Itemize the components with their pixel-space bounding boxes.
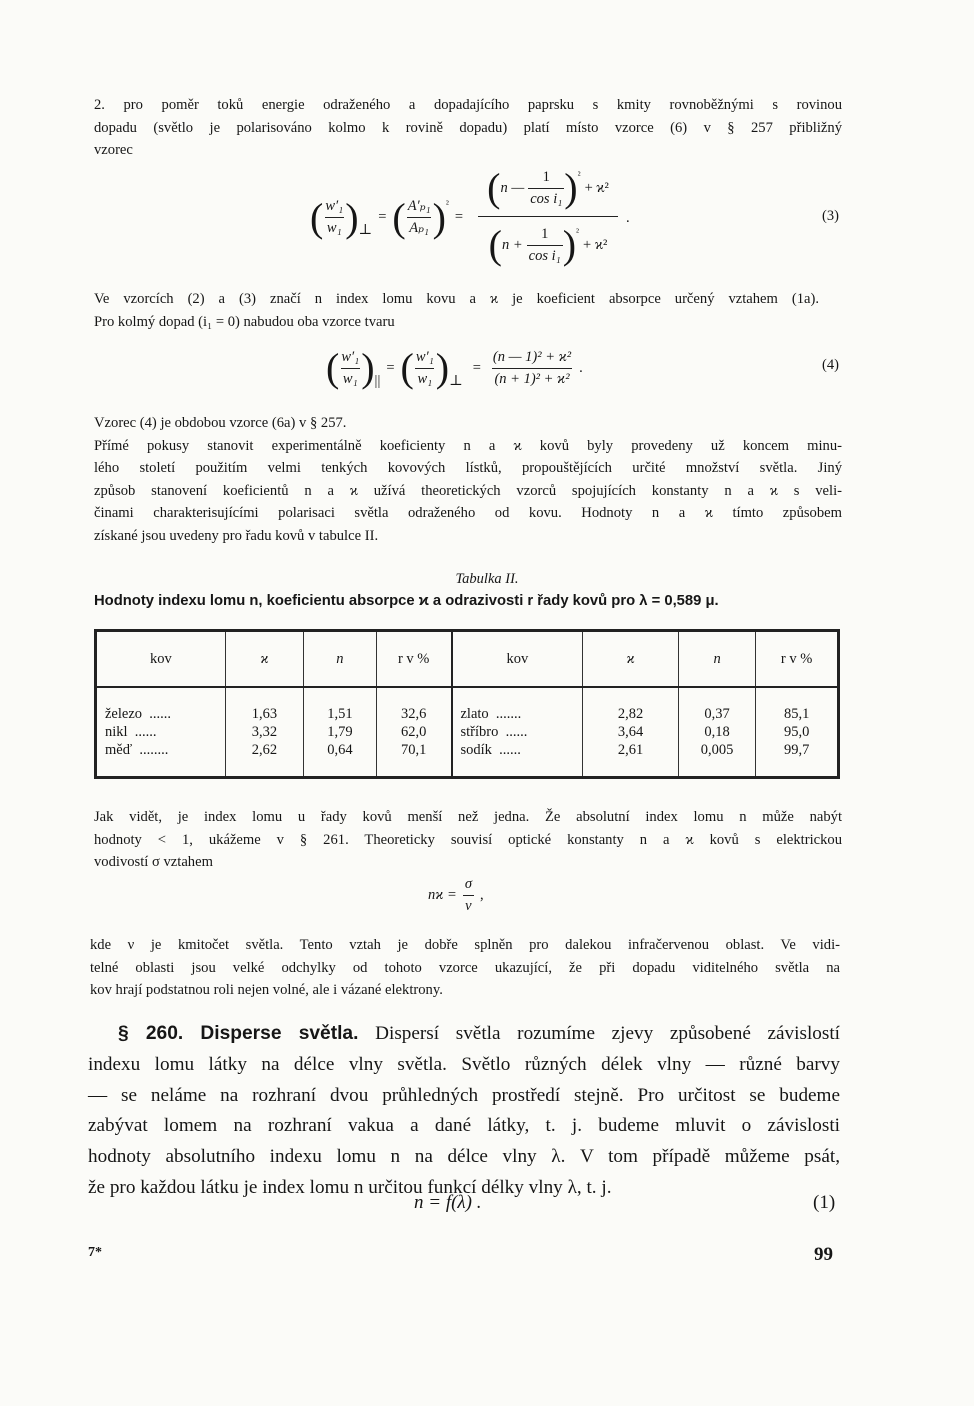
metals-table (94, 629, 840, 779)
text-line: Přímé pokusy stanovit experimentálně koeficienty n a ϰ kovů byly provedeny už koncem minu- (94, 437, 842, 454)
text-line: Pro kolmý dopad (i₁ = 0) nabudou oba vzorce tvaru (94, 313, 395, 330)
column-header: ϰ (583, 631, 679, 688)
eq-symbol: ⊥ (358, 222, 373, 238)
text-line: — se neláme na rozhraní dvou průhledných prostředí stejně. Pro určitost se budeme (88, 1084, 840, 1106)
eq-symbol: ² (445, 199, 449, 210)
text-line: způsob stanovení koeficientů n a ϰ užívá theoretických vzorců spojujících konstanty n a ϰ s veli- (94, 482, 842, 499)
section-dispersion (88, 1019, 840, 1204)
column-header: r v % (376, 631, 451, 688)
column-header: ϰ (225, 631, 303, 688)
paragraph-experiments (94, 412, 842, 547)
eq-symbol: ⊥ (449, 372, 463, 389)
text-line: činami charakterisujícími polarisaci světla odraženého od kovu. Hodnoty n a ϰ tímto způsobem (94, 505, 842, 521)
eq-symbol: cos i₁ (527, 245, 563, 265)
paragraph-frequency (90, 934, 840, 1002)
equation-4-number: (4) (822, 357, 839, 373)
text-line: hodnoty absolutního indexu lomu n na délce vlny λ. V tom případě můžeme psát, (88, 1146, 840, 1168)
equation-3-number: (3) (822, 208, 839, 224)
eq-symbol: Aₚ₁ (407, 217, 431, 237)
eq-symbol: ² (576, 226, 580, 238)
eq-symbol: nϰ = (428, 887, 457, 903)
kappa-values-right: 2,82 3,64 2,61 (583, 687, 679, 778)
eq-symbol: = (378, 209, 387, 225)
eq-symbol: 1 (541, 225, 549, 242)
equation-dispersion: n = f(λ) . (414, 1192, 482, 1213)
text-line: že pro každou látku je index lomu n určitou funkcí délky vlny λ, t. j. (88, 1176, 612, 1198)
eq-symbol: + ϰ² (584, 179, 609, 196)
column-header: r v % (756, 631, 839, 688)
text-line: vodivostí σ vztahem (94, 854, 213, 870)
eq-symbol: w′₁ (415, 348, 434, 365)
eq-symbol: || (374, 372, 381, 389)
eq-symbol: = (472, 359, 481, 376)
eq-symbol: (n — 1)² + ϰ² (492, 348, 572, 365)
text-line: kde ν je kmitočet světla. Tento vztah je dobře splněn pro dalekou infračervenou oblast. Ve vidi- (90, 937, 840, 953)
eq-symbol: ν (463, 895, 473, 915)
n-values-left: 1,51 1,79 0,64 (303, 687, 376, 778)
eq-symbol: w₁ (415, 368, 434, 388)
r-values-right: 85,1 95,0 99,7 (756, 687, 839, 778)
equation-conductivity (428, 876, 484, 915)
text-line: kov hrají podstatnou roli nejen volné, ale i vázané elektrony. (90, 982, 443, 998)
eq-symbol: w′₁ (341, 348, 360, 365)
metal-names-left: železo ...... nikl ...... měď ........ (96, 687, 226, 778)
kappa-values-left: 1,63 3,32 2,62 (225, 687, 303, 778)
text-line: indexu lomu látky na délce vlny světla. Světlo různých délek vlny — různé barvy (88, 1053, 840, 1075)
equation-3: ( $\frac{\text{w′₁}}{\text{w₁}}$ ) ⊥ = ( $\frac{\text{A′ₚ₁}}{\text{Aₚ₁}}$ ) ² = ( n — $\frac{1}{\text{cos i₁}}$ ) ² + ϰ² ( n + $\frac{1}{\text{cos i₁}}$ ) ² + ϰ² . (310, 165, 630, 267)
section-first-line: Dispersí světla rozumíme zjevy způsobené závislostí (375, 1023, 841, 1044)
text-line: Vzorec (4) je obdobou vzorce (6a) v § 257. (94, 415, 347, 431)
column-header: n (678, 631, 755, 688)
column-header: n (303, 631, 376, 688)
text-line: lého století použitím velmi tenkých kovových lístků, propouštějících určité množství světla. Jiný (94, 460, 842, 476)
eq-symbol: w′₁ (325, 198, 344, 214)
column-header: kov (452, 631, 583, 688)
r-values-left: 32,6 62,0 70,1 (376, 687, 451, 778)
eq-symbol: A′ₚ₁ (407, 198, 431, 214)
equation-4: ( $\frac{\text{w′₁}}{\text{w₁}}$ ) || = ( $\frac{\text{w′₁}}{\text{w₁}}$ ) ⊥ = $\frac{\text{(n — 1)² + ϰ²}}{\text{(n + 1)² + ϰ²}}$ . (326, 345, 583, 390)
paragraph-intro (94, 94, 842, 162)
eq-symbol: . (626, 210, 630, 226)
text-line: Ve vzorcích (2) a (3) značí n index lomu kovu a ϰ je koeficient absorpce určený vztahem (1a). (94, 291, 819, 307)
eq-symbol: w₁ (325, 217, 344, 237)
text-line: zabývat lomem na rozhraní vakua a dané látky, t. j. budeme mluvit o závislosti (88, 1115, 840, 1137)
eq-symbol: n — (500, 179, 525, 196)
eq-symbol: = (386, 359, 395, 376)
paragraph-symbols (94, 288, 819, 333)
eq-symbol: + ϰ² (583, 236, 608, 253)
eq-symbol: = (454, 209, 464, 225)
eq-symbol: σ (464, 876, 472, 892)
table-title: Hodnoty indexu lomu n, koeficientu absorpce ϰ a odrazivosti r řady kovů pro λ = 0,589 μ. (94, 593, 719, 609)
text-line: hodnoty < 1, ukážeme v § 261. Theoreticky souvisí optické konstanty n a ϰ kovů s elektrickou (94, 831, 842, 848)
eq-symbol: n + (502, 236, 523, 253)
text-line: dopadu (světlo je polarisováno kolmo k rovině dopadu) platí místo vzorce (6) v § 257 přibližný (94, 119, 842, 136)
section-heading: § 260. Disperse světla. (118, 1023, 359, 1044)
eq-symbol: w₁ (341, 368, 360, 388)
text-line: Jak vidět, je index lomu u řady kovů menší než jedna. Že absolutní index lomu n může nabýt (94, 809, 842, 825)
eq-symbol: , (479, 887, 484, 903)
column-header: kov (96, 631, 226, 688)
text-line: 2. pro poměr toků energie odraženého a dopadajícího paprsku s kmity rovnoběžnými s rovinou (94, 97, 842, 113)
eq-symbol: . (579, 359, 583, 376)
text-line: získané jsou uvedeny pro řadu kovů v tabulce II. (94, 527, 379, 544)
metal-names-right: zlato ....... stříbro ...... sodík ...... (452, 687, 583, 778)
table-header-row (96, 631, 839, 688)
signature-mark: 7* (88, 1245, 102, 1260)
page-number: 99 (814, 1244, 833, 1265)
text-line: telné oblasti jsou velké odchylky od tohoto vzorce ukazující, že při dopadu viditelného světla na (90, 959, 840, 976)
text-line: vzorec (94, 142, 133, 158)
eq-symbol: 1 (542, 168, 550, 185)
equation-dispersion-number: (1) (813, 1192, 836, 1213)
paragraph-index-less-one (94, 806, 842, 874)
text-line (88, 1019, 840, 1050)
table-row (96, 687, 839, 778)
n-values-right: 0,37 0,18 0,005 (678, 687, 755, 778)
eq-symbol: ² (577, 169, 581, 181)
eq-symbol: (n + 1)² + ϰ² (492, 368, 571, 388)
table-caption: Tabulka II. (455, 571, 519, 587)
eq-symbol: cos i₁ (528, 188, 564, 208)
